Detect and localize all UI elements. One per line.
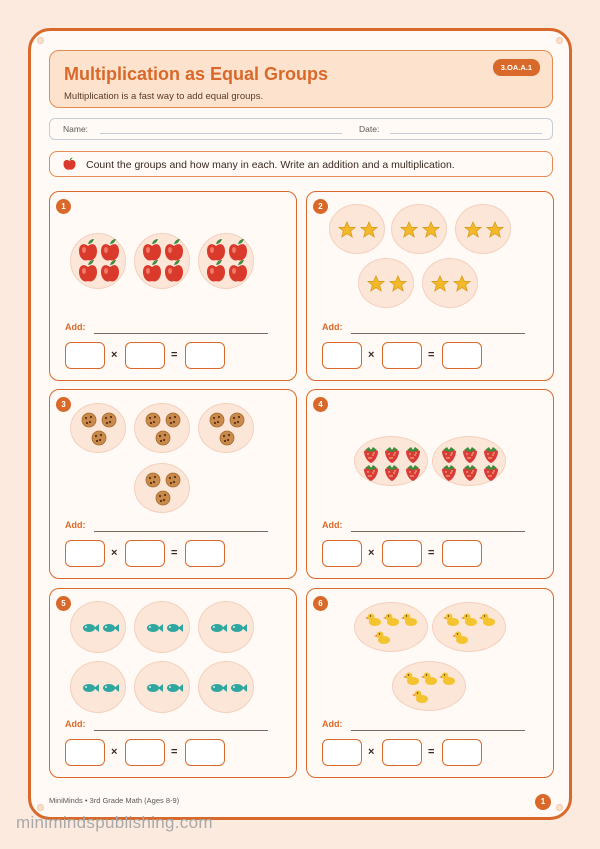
strawberry-icon (463, 465, 477, 481)
corner-dot (37, 804, 44, 811)
equal-group-circle (134, 661, 190, 713)
strawberry-icon (484, 447, 498, 463)
footer-text: MiniMinds • 3rd Grade Math (Ages 8-9) (49, 796, 180, 805)
duck-group-icons (433, 603, 507, 653)
worksheet-page (28, 28, 572, 820)
equal-group-circle (70, 233, 126, 289)
cookie-icon (166, 413, 180, 427)
star-icon (401, 222, 417, 237)
cookie-icon (230, 413, 244, 427)
equals-sign: = (428, 746, 435, 758)
equals-sign: = (428, 547, 435, 559)
equal-group-circle (198, 233, 254, 289)
equals-sign: = (171, 349, 178, 361)
addition-answer-line[interactable] (94, 333, 268, 334)
cookie-icon (166, 473, 180, 487)
star-icon (423, 222, 439, 237)
addition-answer-line[interactable] (351, 730, 525, 731)
corner-dot (556, 37, 563, 44)
duck-icon (401, 614, 417, 627)
problem-number-badge: 3 (56, 397, 71, 412)
groups-answer-box[interactable] (65, 739, 105, 766)
duck-icon (452, 632, 468, 645)
date-label: Date: (359, 124, 380, 134)
times-sign: × (368, 547, 375, 559)
strawberry-icon (385, 447, 399, 463)
groups-answer-box[interactable] (322, 739, 362, 766)
equal-group-circle (134, 463, 190, 513)
strawberry-group-icons (355, 437, 429, 487)
equal-group-circle (329, 204, 385, 254)
star-group-icons (359, 259, 415, 309)
equals-sign: = (171, 746, 178, 758)
duck-icon (421, 673, 437, 686)
fish-icon (231, 684, 247, 692)
problem-card (306, 588, 554, 778)
star-icon (368, 276, 384, 291)
add-label: Add: (322, 719, 343, 729)
per-group-answer-box[interactable] (382, 342, 422, 369)
header-banner (49, 50, 553, 108)
name-date-bar (49, 118, 553, 140)
strawberry-icon (406, 465, 420, 481)
equal-group-circle (134, 403, 190, 453)
problem-card (306, 389, 554, 579)
duck-icon (439, 673, 455, 686)
duck-icon (403, 673, 419, 686)
problem-number-badge: 4 (313, 397, 328, 412)
apple-group-icons (199, 234, 255, 290)
instruction-text: Count the groups and how many in each. Write an addition and a multiplication. (86, 159, 455, 171)
cookie-group-icons (199, 404, 255, 454)
product-answer-box[interactable] (442, 739, 482, 766)
equal-group-circle (134, 601, 190, 653)
equal-group-circle (70, 661, 126, 713)
per-group-answer-box[interactable] (125, 739, 165, 766)
fish-group-icons (199, 602, 255, 654)
duck-icon (461, 614, 477, 627)
fish-icon (211, 624, 227, 632)
equal-group-circle (354, 436, 428, 486)
apple-icon (79, 260, 97, 282)
cookie-icon (156, 431, 170, 445)
apple-group-icons (71, 234, 127, 290)
apple-icon (79, 239, 97, 261)
apple-icon (165, 260, 183, 282)
equal-group-circle (358, 258, 414, 308)
per-group-answer-box[interactable] (125, 342, 165, 369)
star-icon (487, 222, 503, 237)
equal-group-circle (198, 403, 254, 453)
equals-sign: = (428, 349, 435, 361)
strawberry-icon (484, 465, 498, 481)
standard-badge: 3.OA.A.1 (493, 59, 540, 76)
cookie-icon (220, 431, 234, 445)
times-sign: × (111, 349, 118, 361)
apple-icon (229, 260, 247, 282)
fish-icon (83, 684, 99, 692)
problem-card (306, 191, 554, 381)
strawberry-icon (406, 447, 420, 463)
star-group-icons (330, 205, 386, 255)
equal-group-circle (354, 602, 428, 652)
watermark-text: minimindspublishing.com (16, 813, 213, 832)
star-icon (465, 222, 481, 237)
apple-icon (143, 239, 161, 261)
per-group-answer-box[interactable] (382, 739, 422, 766)
apple-icon (101, 239, 119, 261)
per-group-answer-box[interactable] (125, 540, 165, 567)
groups-answer-box[interactable] (322, 540, 362, 567)
cookie-icon (146, 413, 160, 427)
groups-answer-box[interactable] (322, 342, 362, 369)
product-answer-box[interactable] (185, 342, 225, 369)
equal-group-circle (432, 436, 506, 486)
star-icon (390, 276, 406, 291)
instruction-bar (49, 151, 553, 177)
fish-icon (147, 624, 163, 632)
fish-icon (103, 624, 119, 632)
strawberry-icon (463, 447, 477, 463)
product-answer-box[interactable] (442, 342, 482, 369)
equal-group-circle (70, 601, 126, 653)
duck-icon (374, 632, 390, 645)
corner-dot (556, 804, 563, 811)
equal-group-circle (198, 601, 254, 653)
strawberry-icon (364, 447, 378, 463)
apple-icon (143, 260, 161, 282)
star-icon (454, 276, 470, 291)
problem-card (49, 588, 297, 778)
star-group-icons (423, 259, 479, 309)
star-group-icons (456, 205, 512, 255)
groups-answer-box[interactable] (65, 540, 105, 567)
star-icon (339, 222, 355, 237)
product-answer-box[interactable] (185, 540, 225, 567)
fish-icon (167, 624, 183, 632)
cookie-icon (156, 491, 170, 505)
fish-icon (231, 624, 247, 632)
cookie-icon (82, 413, 96, 427)
strawberry-icon (385, 465, 399, 481)
problem-card (49, 191, 297, 381)
duck-icon (383, 614, 399, 627)
add-label: Add: (322, 520, 343, 530)
duck-icon (443, 614, 459, 627)
problem-number-badge: 6 (313, 596, 328, 611)
times-sign: × (368, 349, 375, 361)
add-label: Add: (65, 520, 86, 530)
duck-icon (479, 614, 495, 627)
groups-answer-box[interactable] (65, 342, 105, 369)
cookie-icon (102, 413, 116, 427)
apple-icon (207, 239, 225, 261)
problem-number-badge: 1 (56, 199, 71, 214)
addition-answer-line[interactable] (351, 531, 525, 532)
cookie-icon (146, 473, 160, 487)
problem-number-badge: 2 (313, 199, 328, 214)
date-field[interactable] (390, 133, 542, 134)
equal-group-circle (134, 233, 190, 289)
page-subtitle: Multiplication is a fast way to add equal groups. (64, 91, 264, 102)
star-icon (432, 276, 448, 291)
add-label: Add: (322, 322, 343, 332)
fish-icon (83, 624, 99, 632)
cookie-icon (210, 413, 224, 427)
star-icon (361, 222, 377, 237)
page-number: 1 (535, 794, 551, 810)
equal-group-circle (432, 602, 506, 652)
product-answer-box[interactable] (442, 540, 482, 567)
equals-sign: = (171, 547, 178, 559)
product-answer-box[interactable] (185, 739, 225, 766)
times-sign: × (111, 746, 118, 758)
equal-group-circle (455, 204, 511, 254)
apple-group-icons (135, 234, 191, 290)
duck-group-icons (355, 603, 429, 653)
addition-answer-line[interactable] (351, 333, 525, 334)
duck-group-icons (393, 662, 467, 712)
strawberry-icon (442, 465, 456, 481)
problem-number-badge: 5 (56, 596, 71, 611)
fish-group-icons (71, 602, 127, 654)
fish-icon (103, 684, 119, 692)
equal-group-circle (70, 403, 126, 453)
name-label: Name: (63, 124, 89, 134)
cookie-icon (92, 431, 106, 445)
fish-group-icons (199, 662, 255, 714)
fish-icon (147, 684, 163, 692)
equal-group-circle (392, 661, 466, 711)
fish-group-icons (135, 602, 191, 654)
equal-group-circle (198, 661, 254, 713)
fish-icon (211, 684, 227, 692)
problem-card (49, 389, 297, 579)
addition-answer-line[interactable] (94, 531, 268, 532)
strawberry-icon (364, 465, 378, 481)
per-group-answer-box[interactable] (382, 540, 422, 567)
apple-icon (63, 157, 76, 171)
page-title: Multiplication as Equal Groups (64, 64, 329, 84)
add-label: Add: (65, 719, 86, 729)
fish-group-icons (71, 662, 127, 714)
duck-icon (365, 614, 381, 627)
corner-dot (37, 37, 44, 44)
cookie-group-icons (71, 404, 127, 454)
duck-icon (412, 691, 428, 704)
fish-icon (167, 684, 183, 692)
times-sign: × (368, 746, 375, 758)
name-field[interactable] (100, 133, 342, 134)
apple-icon (101, 260, 119, 282)
apple-icon (165, 239, 183, 261)
equal-group-circle (391, 204, 447, 254)
star-group-icons (392, 205, 448, 255)
apple-icon (229, 239, 247, 261)
cookie-group-icons (135, 464, 191, 514)
add-label: Add: (65, 322, 86, 332)
strawberry-group-icons (433, 437, 507, 487)
apple-icon (207, 260, 225, 282)
fish-group-icons (135, 662, 191, 714)
equal-group-circle (422, 258, 478, 308)
strawberry-icon (442, 447, 456, 463)
cookie-group-icons (135, 404, 191, 454)
times-sign: × (111, 547, 118, 559)
addition-answer-line[interactable] (94, 730, 268, 731)
